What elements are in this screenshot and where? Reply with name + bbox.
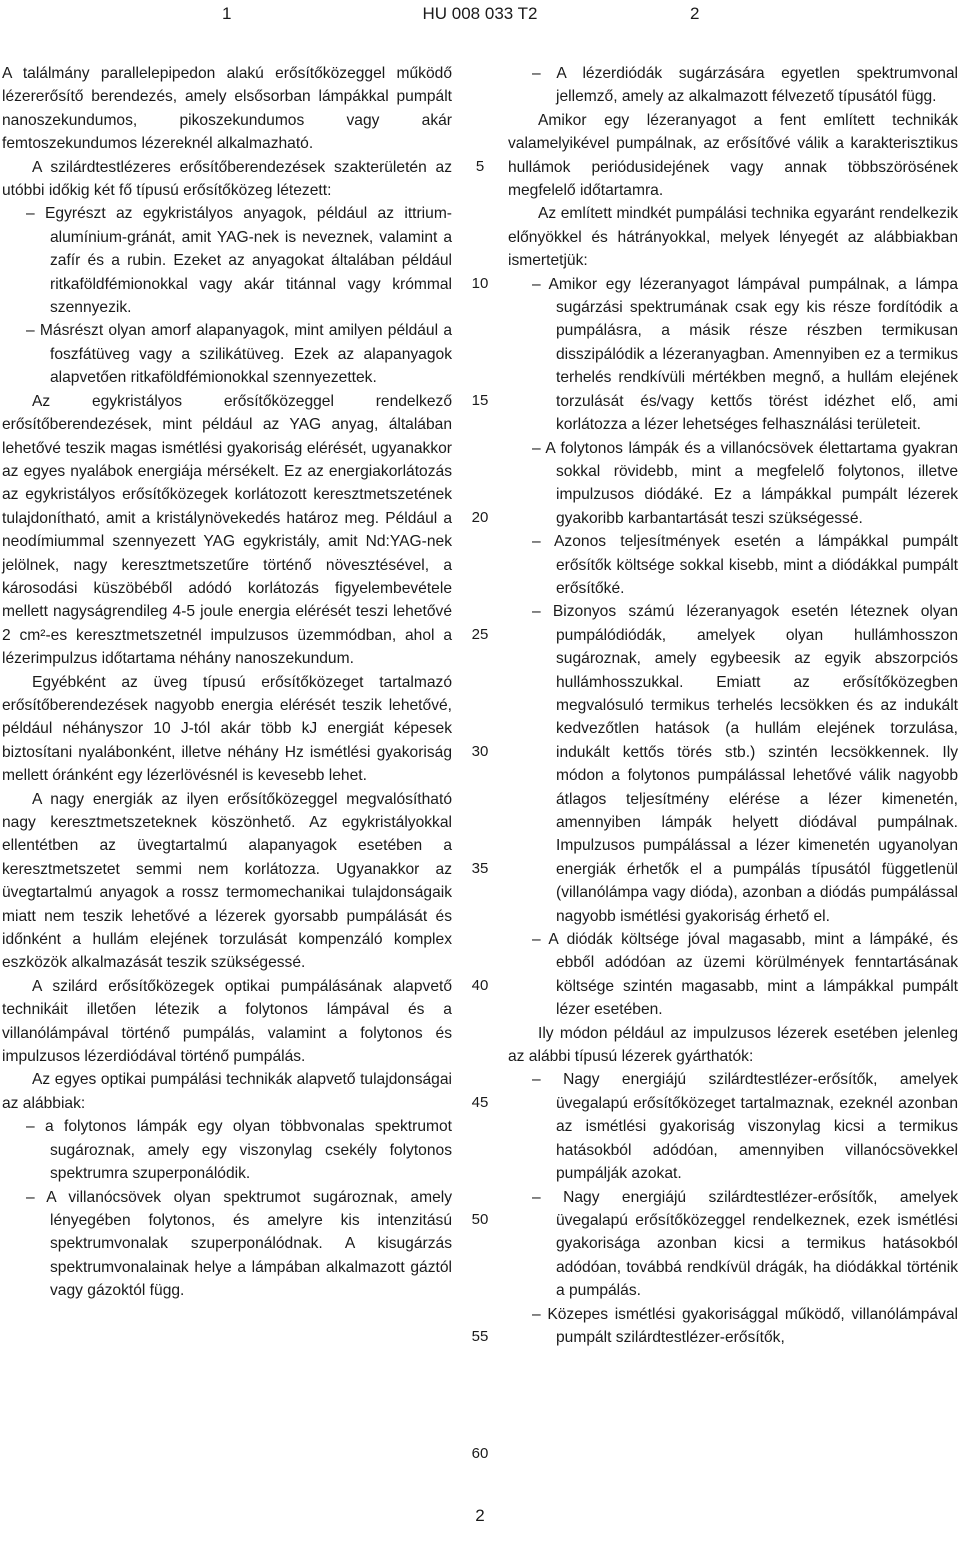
line-number: 60 — [471, 1445, 489, 1462]
dash-list-item: – A folytonos lámpák és a villanócsövek élettartama gyakran sokkal rövidebb, mint a megfelelő folytonos, illetve impulzusos diódáké. Ez a lámpákkal pumpált lézerek gyakoribb karbantartását teszi szükségessé. — [532, 439, 958, 527]
left-text-column — [2, 62, 452, 1303]
paragraph: A találmány parallelepipedon alakú erősítőközeggel működő lézererősítő berendezés, amely elsősorban lámpákkal pumpált nanoszekundumos, pikoszekundumos vagy akár femtoszekundumos lézereknél alkalmazható. — [2, 65, 452, 153]
paragraph: A szilárdtestlézeres erősítőberendezések szakterületén az utóbbi időkig két fő típusú erősítőközeg létezett: — [2, 158, 452, 200]
dash-list-item: – Amikor egy lézeranyagot lámpával pumpálnak, a lámpa sugárzási spektrumának csak egy kis része fordítódik a pumpálásra, a másik része részben termikusan disszipálódik a lézeranyagban. Amennyiben ez a termikus terhelés rendkívüli mértékben megnő, a hullám elejének torzulását és/vagy kettős törést idézhet elő, ami korlátozza a lézer lehetséges felhasználási területeit. — [532, 275, 958, 434]
paragraph: Az említett mindkét pumpálási technika egyaránt rendelkezik előnyökkel és hátrányokkal, melyek lényegét az alábbiakban ismertetjük: — [508, 205, 958, 270]
dash-list-item: – A diódák költsége jóval magasabb, mint a lámpáké, és ebből adódóan az üzemi körülmények fenntartásának költsége szintén magasabb, mint a lámpákkal pumpált lézer esetében. — [532, 931, 958, 1019]
dash-list-item: – Bizonyos számú lézeranyagok esetén léteznek olyan pumpálódiódák, amelyek olyan hullámhosszon sugároznak, amely egybeesik az egyik abszorpciós hullámhosszukkal. Emiatt az erősítőközegben megvalósuló termikus terhelés lecsökken és az indukált kedvezőtlen hatások (a hullám elejének torzulása, indukált kettős törés stb.) szintén lecsökkennek. Ily módon a folytonos pumpálással lehetővé válik nagyobb átlagos teljesítmény elérése a lézer kimenetén, amennyiben lámpák helyett diódával pumpálnak. Impulzusos pumpálással a lézer kimenetén ugyanolyan energiák érhetők el a pumpálás típusától függetlenül (villanólámpa vagy dióda), azonban a diódás pumpálással nagyobb ismétlési gyakoriság érhető el. — [532, 603, 958, 925]
page-footer: 2 — [475, 1506, 485, 1525]
line-number: 50 — [471, 1211, 489, 1228]
dash-list-item: – Azonos teljesítmények esetén a lámpákkal pumpált erősítők költsége sokkal kisebb, mint a diódákkal pumpált erősítőké. — [532, 533, 958, 597]
header-page-left: 1 — [222, 4, 232, 23]
dash-list-item: – Nagy energiájú szilárdtestlézer-erősítők, amelyek üvegalapú erősítőközeget tartalmaznak, ezeknél azonban az ismétlési gyakoriság viszonylag kicsi a termikus hatásokból adódóan, amennyiben villanócsövekkel pumpálják azokat. — [532, 1071, 958, 1183]
line-number: 30 — [471, 743, 489, 760]
paragraph: Az egyes optikai pumpálási technikák alapvető tulajdonságai az alábbiak: — [2, 1071, 452, 1112]
paragraph: Ily módon például az impulzusos lézerek esetében jelenleg az alábbi típusú lézerek gyárthatók: — [508, 1024, 958, 1066]
line-number: 20 — [471, 509, 489, 526]
paragraph: A szilárd erősítőközegek optikai pumpálásának alapvető technikáit illetően létezik a folytonos lámpával és a villanólámpával történő pumpálás, valamint a folytonos és impulzusos lézerdiódával történő pumpálás. — [2, 977, 452, 1066]
dash-list-item: – Közepes ismétlési gyakorisággal működő, villanólámpával pumpált szilárdtestlézer-erősítők, — [532, 1305, 958, 1346]
line-number: 35 — [471, 860, 489, 877]
line-number: 15 — [471, 392, 489, 409]
line-number: 45 — [471, 1094, 489, 1111]
line-number: 40 — [471, 977, 489, 994]
line-number: 5 — [475, 158, 485, 175]
header-doc-number: HU 008 033 T2 — [422, 4, 538, 23]
paragraph: Egyébként az üveg típusú erősítőközeget tartalmazó erősítőberendezések nagyobb energia elérését teszik lehetővé, például néhányszor 10 J-tól akár több kJ energiát képesek biztosítani nyalábonként, illetve néhány Hz ismétlési gyakoriság mellett óránként egy lézerlövésnél is kevesebb lehet. — [2, 673, 452, 785]
header-page-right: 2 — [690, 4, 700, 23]
line-number: 10 — [471, 275, 489, 292]
dash-list-item: – Másrészt olyan amorf alapanyagok, mint amilyen például a foszfátüveg vagy a szilikátüveg. Ezek az alapanyagok alapvetően ritkaföldfémionokkal szennyezettek. — [26, 322, 452, 387]
dash-list-item: – a folytonos lámpák egy olyan többvonalas spektrumot sugároznak, amely egy viszonylag csekély folytonos spektrumra szuperponálódik. — [26, 1118, 452, 1183]
dash-list-item: – A lézerdiódák sugárzására egyetlen spektrumvonal jellemző, amely az alkalmazott félvezető típusától függ. — [532, 65, 958, 106]
dash-list-item: – Nagy energiájú szilárdtestlézer-erősítők, amelyek üvegalapú erősítőközeggel rendelkeznek, ezek ismétlési gyakorisága azonban kicsi a termikus hatásokból adódóan, továbbá rendkívül drágák, ha diódákkal történik a pumpálás. — [532, 1188, 958, 1300]
page-header — [0, 0, 960, 30]
paragraph: Amikor egy lézeranyagot a fent említett technikák valamelyikével pumpálnak, az erősítővé válik a karakterisztikus hullámok periódusidejének vagy annak többszörösének megfelelő időtartamra. — [508, 111, 958, 200]
paragraph: Az egykristályos erősítőközeggel rendelkező erősítőberendezések, mint például az YAG anyag, általában lehetővé teszik magas ismétlési gyakoriság elérését, ugyanakkor az egyes nyalábok energiája mérsékelt. Ez az energiakorlátozás az egykristályos erősítőközegek korlátozott keresztmetszetének tulajdonítható, amit a kristálynövekedés határoz meg. Például a neodímiummal szennyezett YAG egykristály, amit Nd:YAG-nek jelölnek, nagy keresztmetszetűre történő növesztésével, a károsodási küszöbéből adódó korlátozás figyelembevétele mellett nagyságrendileg 4-5 joule energia elérését teszi lehetővé 2 cm²-es keresztmetszetnél impulzusos üzemmódban, ahol a lézerimpulzus időtartama néhány nanoszekundum. — [2, 392, 452, 668]
line-number: 25 — [471, 626, 489, 643]
paragraph: A nagy energiák az ilyen erősítőközeggel megvalósítható nagy keresztmetszeteknek köszönhető. Az egykristályokkal ellentétben az üvegtartalmú alapanyagok esetében a keresztmetszetet semmi nem korlátozza. Ugyanakkor az üvegtartalmú anyagok a rossz termomechanikai tulajdonságaik miatt nem teszik lehetővé a lézerek gyorsabb pumpálását és időnként a hullám elejének torzulását kompenzáló komplex eszközök alkalmazását teszik szükségessé. — [2, 790, 452, 972]
dash-list-item: – Egyrészt az egykristályos anyagok, például az ittrium-alumínium-gránát, amit YAG-nek is neveznek, valamint a zafír és a rubin. Ezeket az anyagokat általában például ritkaföldfémionokkal vagy akár titánnal vagy krómmal szennyezik. — [26, 205, 452, 317]
right-text-column — [508, 62, 958, 1349]
dash-list-item: – A villanócsövek olyan spektrumot sugároznak, amely lényegében folytonos, és amelyre kis intenzitású spektrumvonalak szuperponálódnak. A kisugárzás spektrumvonalainak helye a lámpában alkalmazott gáztól vagy gázoktól függ. — [26, 1188, 452, 1300]
line-number: 55 — [471, 1328, 489, 1345]
